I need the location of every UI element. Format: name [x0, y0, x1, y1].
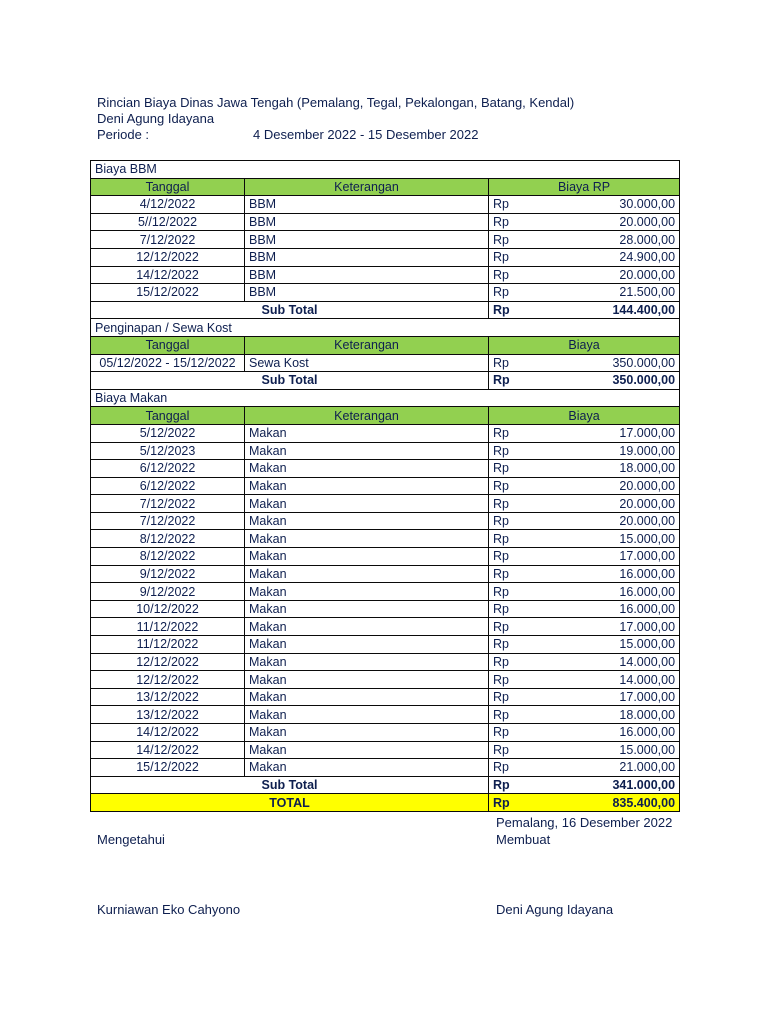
row-amount: 15.000,00 — [549, 636, 680, 654]
row-currency: Rp — [489, 583, 549, 601]
maker-name: Deni Agung Idayana — [496, 902, 614, 917]
row-date: 14/12/2022 — [91, 741, 245, 759]
row-date: 8/12/2022 — [91, 530, 245, 548]
makan-subtotal-row — [91, 776, 680, 794]
column-header-description: Keterangan — [245, 336, 489, 354]
column-header-date: Tanggal — [91, 178, 245, 196]
row-description: BBM — [245, 266, 489, 284]
table-row — [91, 565, 680, 583]
employee-name: Deni Agung Idayana — [97, 111, 215, 126]
table-row — [91, 618, 680, 636]
row-description: Makan — [245, 671, 489, 689]
row-description: Makan — [245, 583, 489, 601]
bbm-section-row — [91, 161, 680, 179]
makan-subtotal-currency: Rp — [489, 776, 549, 794]
row-amount: 17.000,00 — [549, 548, 680, 566]
makan-section-row — [91, 389, 680, 407]
row-description: Makan — [245, 706, 489, 724]
kost-section-title: Penginapan / Sewa Kost — [91, 319, 680, 337]
row-date: 6/12/2022 — [91, 460, 245, 478]
row-description: BBM — [245, 213, 489, 231]
row-description: Makan — [245, 759, 489, 777]
table-row — [91, 477, 680, 495]
row-currency: Rp — [489, 530, 549, 548]
made-by-label: Membuat — [496, 832, 551, 847]
row-currency: Rp — [489, 266, 549, 284]
row-amount: 14.000,00 — [549, 671, 680, 689]
place-date: Pemalang, 16 Desember 2022 — [496, 815, 673, 830]
bbm-subtotal-currency: Rp — [489, 301, 549, 319]
column-header-cost: Biaya — [489, 336, 680, 354]
table-row — [91, 583, 680, 601]
row-description: Makan — [245, 442, 489, 460]
row-description: Makan — [245, 477, 489, 495]
row-date: 14/12/2022 — [91, 724, 245, 742]
kost-header-row — [91, 336, 680, 354]
row-currency: Rp — [489, 618, 549, 636]
row-currency: Rp — [489, 495, 549, 513]
row-amount: 28.000,00 — [549, 231, 680, 249]
row-amount: 14.000,00 — [549, 653, 680, 671]
row-currency: Rp — [489, 706, 549, 724]
row-description: Makan — [245, 530, 489, 548]
row-description: Makan — [245, 688, 489, 706]
kost-subtotal-currency: Rp — [489, 372, 549, 390]
row-date: 12/12/2022 — [91, 653, 245, 671]
row-amount: 19.000,00 — [549, 442, 680, 460]
bbm-subtotal-label: Sub Total — [91, 301, 489, 319]
row-description: BBM — [245, 231, 489, 249]
row-date: 4/12/2022 — [91, 196, 245, 214]
row-date: 12/12/2022 — [91, 671, 245, 689]
makan-subtotal-label: Sub Total — [91, 776, 489, 794]
row-date: 15/12/2022 — [91, 284, 245, 302]
table-row — [91, 284, 680, 302]
column-header-description: Keterangan — [245, 178, 489, 196]
column-header-description: Keterangan — [245, 407, 489, 425]
table-row — [91, 741, 680, 759]
row-date: 05/12/2022 - 15/12/2022 — [91, 354, 245, 372]
row-description: BBM — [245, 284, 489, 302]
grand-total-amount: 835.400,00 — [549, 794, 680, 812]
row-amount: 350.000,00 — [549, 354, 680, 372]
row-date: 12/12/2022 — [91, 248, 245, 266]
table-row — [91, 759, 680, 777]
column-header-cost: Biaya RP — [489, 178, 680, 196]
row-date: 5/12/2022 — [91, 424, 245, 442]
table-row — [91, 688, 680, 706]
row-description: Makan — [245, 600, 489, 618]
table-row — [91, 460, 680, 478]
row-amount: 16.000,00 — [549, 724, 680, 742]
row-amount: 21.500,00 — [549, 284, 680, 302]
row-date: 8/12/2022 — [91, 548, 245, 566]
row-date: 7/12/2022 — [91, 231, 245, 249]
table-row — [91, 530, 680, 548]
table-row — [91, 548, 680, 566]
row-currency: Rp — [489, 460, 549, 478]
row-currency: Rp — [489, 688, 549, 706]
row-currency: Rp — [489, 636, 549, 654]
row-currency: Rp — [489, 512, 549, 530]
row-date: 15/12/2022 — [91, 759, 245, 777]
table-row — [91, 442, 680, 460]
row-description: Makan — [245, 495, 489, 513]
row-currency: Rp — [489, 354, 549, 372]
makan-header-row — [91, 407, 680, 425]
row-currency: Rp — [489, 424, 549, 442]
row-currency: Rp — [489, 248, 549, 266]
kost-section-row — [91, 319, 680, 337]
row-amount: 15.000,00 — [549, 530, 680, 548]
row-currency: Rp — [489, 231, 549, 249]
row-date: 5/12/2023 — [91, 442, 245, 460]
row-amount: 20.000,00 — [549, 266, 680, 284]
row-description: Makan — [245, 565, 489, 583]
row-amount: 20.000,00 — [549, 512, 680, 530]
table-row — [91, 495, 680, 513]
row-amount: 17.000,00 — [549, 618, 680, 636]
bbm-subtotal-amount: 144.400,00 — [549, 301, 680, 319]
row-amount: 16.000,00 — [549, 565, 680, 583]
row-currency: Rp — [489, 724, 549, 742]
table-row — [91, 424, 680, 442]
table-row — [91, 600, 680, 618]
row-description: Makan — [245, 653, 489, 671]
row-description: Makan — [245, 724, 489, 742]
row-date: 5//12/2022 — [91, 213, 245, 231]
row-date: 6/12/2022 — [91, 477, 245, 495]
kost-subtotal-row — [91, 372, 680, 390]
row-date: 11/12/2022 — [91, 636, 245, 654]
row-currency: Rp — [489, 759, 549, 777]
column-header-date: Tanggal — [91, 336, 245, 354]
bbm-section-title: Biaya BBM — [91, 161, 680, 179]
bbm-header-row — [91, 178, 680, 196]
table-row — [91, 213, 680, 231]
row-amount: 15.000,00 — [549, 741, 680, 759]
grand-total-currency: Rp — [489, 794, 549, 812]
row-currency: Rp — [489, 213, 549, 231]
table-row — [91, 636, 680, 654]
row-currency: Rp — [489, 477, 549, 495]
table-row — [91, 671, 680, 689]
row-currency: Rp — [489, 653, 549, 671]
row-amount: 30.000,00 — [549, 196, 680, 214]
row-currency: Rp — [489, 548, 549, 566]
row-date: 10/12/2022 — [91, 600, 245, 618]
table-row — [91, 266, 680, 284]
row-date: 7/12/2022 — [91, 512, 245, 530]
row-description: BBM — [245, 196, 489, 214]
grand-total-row — [91, 794, 680, 812]
makan-section-title: Biaya Makan — [91, 389, 680, 407]
row-date: 14/12/2022 — [91, 266, 245, 284]
row-currency: Rp — [489, 284, 549, 302]
row-description: BBM — [245, 248, 489, 266]
table-row — [91, 706, 680, 724]
period-value: 4 Desember 2022 - 15 Desember 2022 — [253, 127, 479, 142]
table-row — [91, 354, 680, 372]
row-currency: Rp — [489, 741, 549, 759]
row-currency: Rp — [489, 565, 549, 583]
period-label: Periode : — [97, 127, 150, 142]
table-row — [91, 724, 680, 742]
row-amount: 16.000,00 — [549, 600, 680, 618]
row-currency: Rp — [489, 671, 549, 689]
row-currency: Rp — [489, 196, 549, 214]
row-description: Makan — [245, 512, 489, 530]
table-row — [91, 653, 680, 671]
row-amount: 20.000,00 — [549, 477, 680, 495]
column-header-date: Tanggal — [91, 407, 245, 425]
row-description: Makan — [245, 618, 489, 636]
makan-subtotal-amount: 341.000,00 — [549, 776, 680, 794]
acknowledged-label: Mengetahui — [97, 832, 165, 847]
bbm-subtotal-row — [91, 301, 680, 319]
expense-table — [90, 160, 680, 812]
row-amount: 24.900,00 — [549, 248, 680, 266]
row-currency: Rp — [489, 600, 549, 618]
row-description: Makan — [245, 741, 489, 759]
row-date: 7/12/2022 — [91, 495, 245, 513]
column-header-cost: Biaya — [489, 407, 680, 425]
grand-total-label: TOTAL — [91, 794, 489, 812]
row-amount: 20.000,00 — [549, 495, 680, 513]
row-date: 11/12/2022 — [91, 618, 245, 636]
table-row — [91, 512, 680, 530]
approver-name: Kurniawan Eko Cahyono — [97, 902, 241, 917]
row-date: 13/12/2022 — [91, 706, 245, 724]
row-amount: 21.000,00 — [549, 759, 680, 777]
row-description: Makan — [245, 548, 489, 566]
row-amount: 16.000,00 — [549, 583, 680, 601]
kost-subtotal-label: Sub Total — [91, 372, 489, 390]
row-amount: 17.000,00 — [549, 424, 680, 442]
row-date: 9/12/2022 — [91, 565, 245, 583]
row-description: Sewa Kost — [245, 354, 489, 372]
row-date: 13/12/2022 — [91, 688, 245, 706]
row-amount: 18.000,00 — [549, 460, 680, 478]
row-description: Makan — [245, 460, 489, 478]
row-amount: 20.000,00 — [549, 213, 680, 231]
row-amount: 17.000,00 — [549, 688, 680, 706]
row-currency: Rp — [489, 442, 549, 460]
row-amount: 18.000,00 — [549, 706, 680, 724]
row-description: Makan — [245, 636, 489, 654]
document-title: Rincian Biaya Dinas Jawa Tengah (Pemalang, Tegal, Pekalongan, Batang, Kendal) — [97, 95, 575, 110]
row-description: Makan — [245, 424, 489, 442]
row-date: 9/12/2022 — [91, 583, 245, 601]
table-row — [91, 196, 680, 214]
table-row — [91, 248, 680, 266]
table-row — [91, 231, 680, 249]
kost-subtotal-amount: 350.000,00 — [549, 372, 680, 390]
